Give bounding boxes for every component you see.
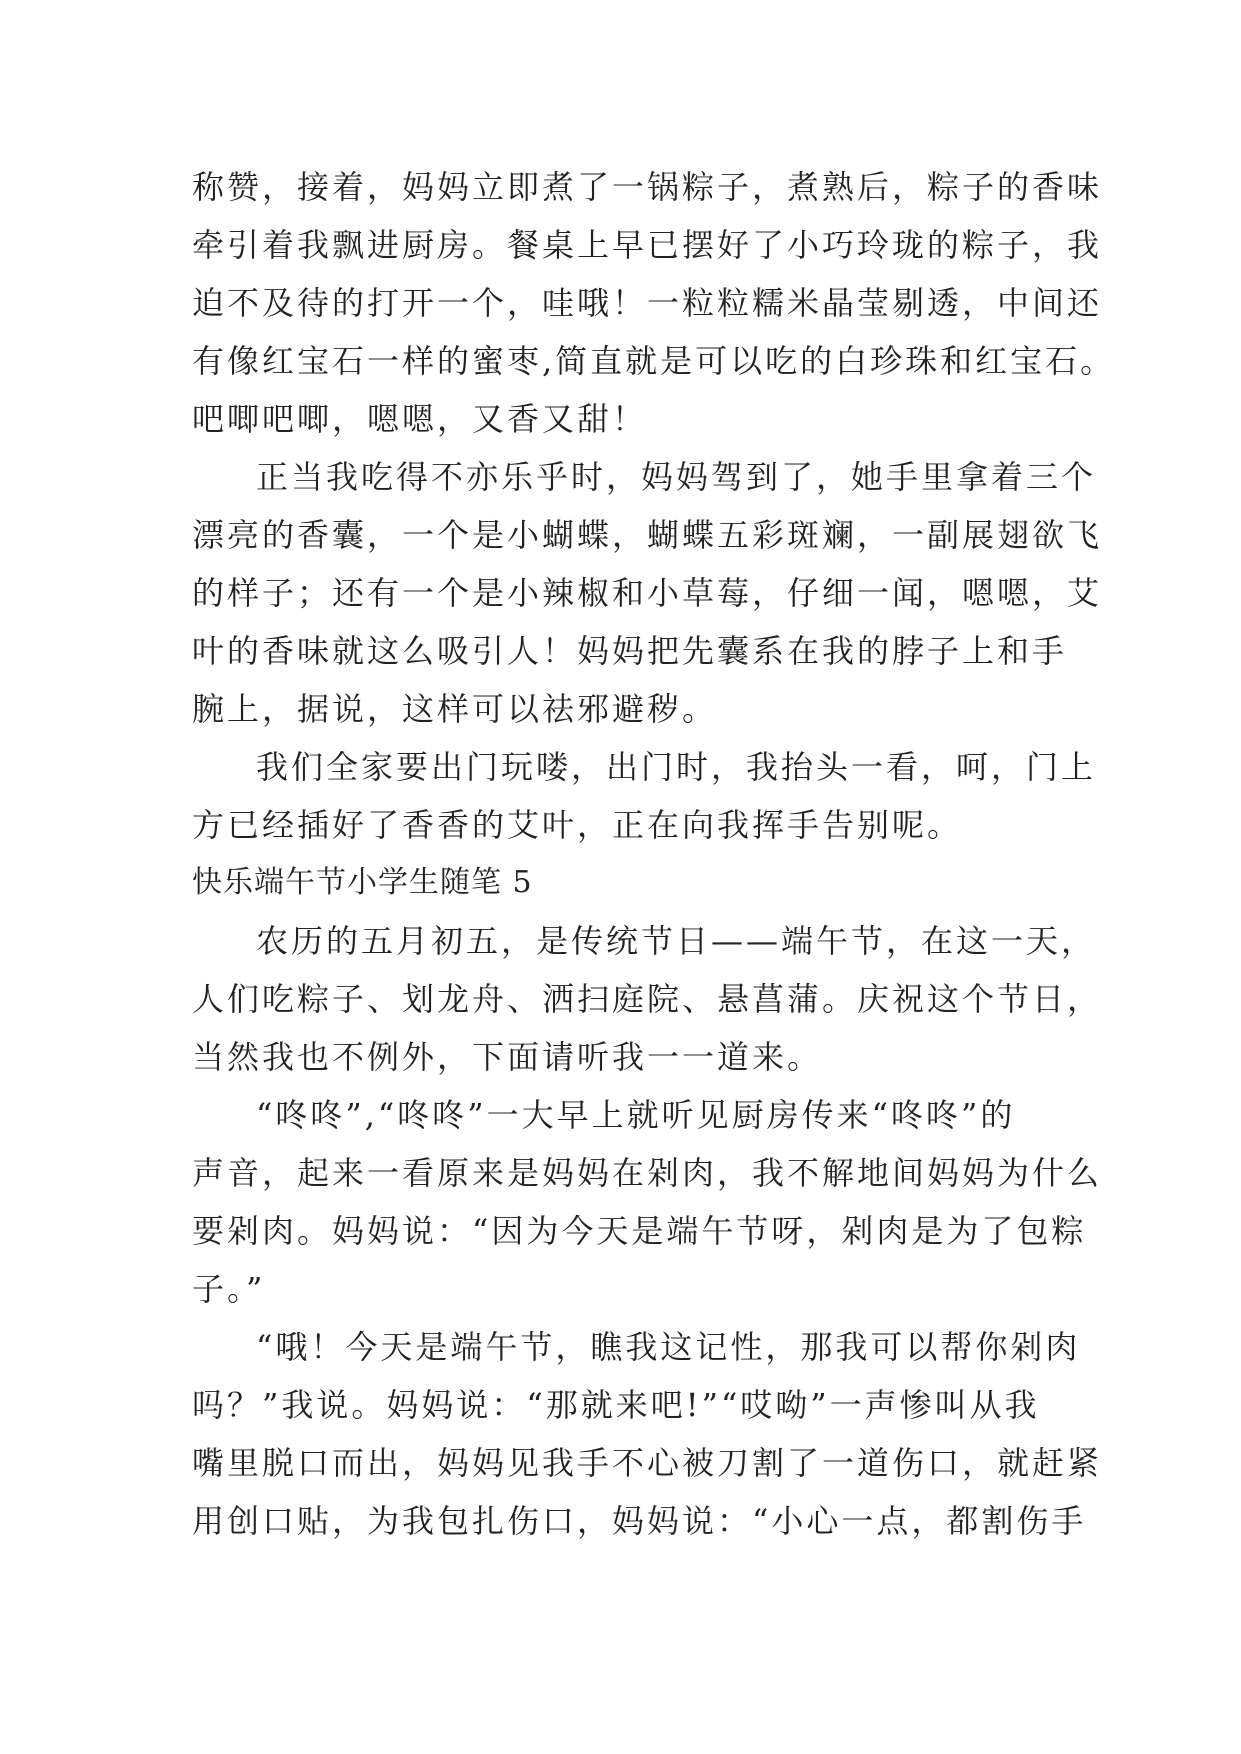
section-heading: 快乐端午节小学生随笔 5	[192, 865, 533, 900]
text-line: 声音，起来一看原来是妈妈在剁肉，我不解地间妈妈为什么	[192, 1154, 1103, 1192]
paragraph-start-line: 农历的五月初五，是传统节日——端午节，在这一天，	[256, 922, 1097, 960]
document-body	[192, 158, 1116, 1550]
text-line: 当然我也不例外，下面请听我一一道来。	[192, 1038, 823, 1076]
text-line: 要剁肉。妈妈说：“因为今天是端午节呀，剁肉是为了包粽	[192, 1212, 1087, 1250]
text-line: 嘴里脱口而出，妈妈见我手不心被刀割了一道伤口，就赶紧	[192, 1444, 1103, 1482]
text-line: 漂亮的香囊，一个是小蝴蝶，蝴蝶五彩斑斓，一副展翅欲飞	[192, 516, 1103, 554]
text-line: 腕上，据说，这样可以祛邪避秽。	[192, 690, 718, 728]
text-line: 方已经插好了香香的艾叶，正在向我挥手告别呢。	[192, 806, 963, 844]
paragraph-start-line: “咚咚”,“咚咚”一大早上就听见厨房传来“咚咚”的	[256, 1096, 1016, 1134]
text-line: 的样子；还有一个是小辣椒和小草莓，仔细一闻，嗯嗯，艾	[192, 574, 1103, 612]
text-line: 叶的香味就这么吸引人！妈妈把先囊系在我的脖子上和手	[192, 632, 1068, 670]
paragraph-start-line: 正当我吃得不亦乐乎时，妈妈驾到了，她手里拿着三个	[256, 458, 1097, 496]
paragraph-start-line: 我们全家要出门玩喽，出门时，我抬头一看，呵，门上	[256, 748, 1097, 786]
paragraph-start-line: “哦！今天是端午节，瞧我这记性，那我可以帮你剁肉	[256, 1328, 1081, 1366]
text-line: 用创口贴，为我包扎伤口，妈妈说：“小心一点，都割伤手	[192, 1502, 1087, 1540]
text-line: 迫不及待的打开一个，哇哦！一粒粒糯米晶莹剔透，中间还	[192, 284, 1103, 322]
text-line: 吧唧吧唧，嗯嗯，又香又甜！	[192, 400, 648, 438]
text-line: 吗？”我说。妈妈说：“那就来吧!”“哎呦”一声惨叫从我	[192, 1386, 1040, 1424]
text-line: 人们吃粽子、划龙舟、洒扫庭院、悬菖蒲。庆祝这个节日，	[192, 980, 1103, 1018]
text-line: 称赞，接着，妈妈立即煮了一锅粽子，煮熟后，粽子的香味	[192, 168, 1103, 206]
text-line: 牵引着我飘进厨房。餐桌上早已摆好了小巧玲珑的粽子，我	[192, 226, 1103, 264]
text-line: 子。”	[192, 1270, 266, 1308]
text-line: 有像红宝石一样的蜜枣,简直就是可以吃的白珍珠和红宝石。	[192, 342, 1116, 380]
